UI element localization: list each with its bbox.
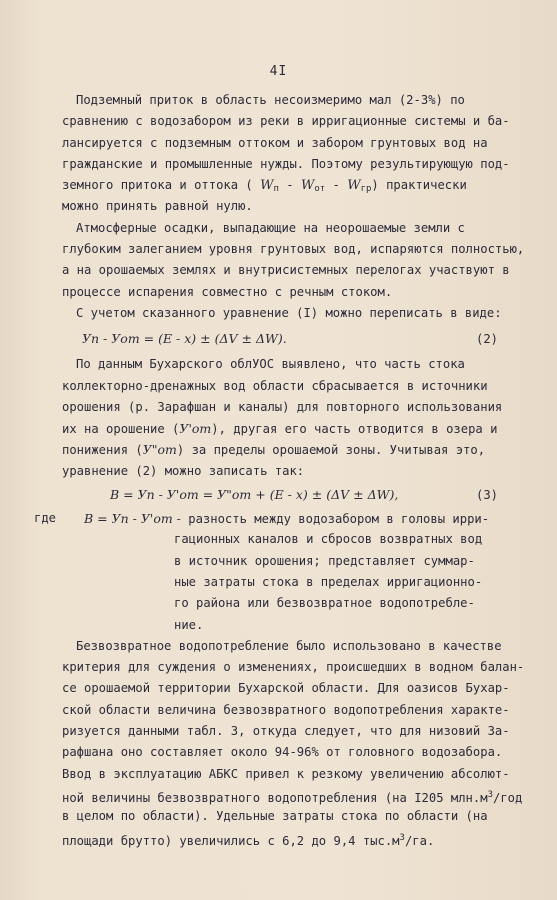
text-line: го района или безвозвратное водопотребле- <box>174 596 475 611</box>
equation-3 <box>62 482 498 508</box>
text-fragment: ) за пределы орошаемой зоны. Учитывая это, <box>176 443 486 458</box>
equation-3-number: (3) <box>475 488 498 503</box>
text-fragment: понижения ( <box>62 443 143 458</box>
minus-sign: - <box>286 178 294 193</box>
text-fragment: /га. <box>404 833 435 848</box>
where-label: где <box>34 511 57 526</box>
text-line: Ввод в эксплуатацию АБКС привел к резкому увеличению абсолют- <box>62 766 510 781</box>
text-fragment: ), другая его часть отводится в озера и <box>211 422 498 437</box>
text-fragment: площади брутто) увеличились с 6,2 до 9,4 тыс.м <box>62 833 400 848</box>
text-line: се орошаемой территории Бухарской области. Для оазисов Бухар- <box>62 681 510 696</box>
equation-3-formula: В = Уп - У'от = У"от + (Е - х) ± (ΔV ± ΔW), <box>110 487 399 503</box>
w-subscript: гр <box>360 184 372 195</box>
page-body <box>34 90 525 849</box>
text-line: в источник орошения; представляет суммар- <box>174 553 475 568</box>
text-line: ризуется данными табл. 3, откуда следует, что для низовий За- <box>62 724 510 739</box>
text-line <box>62 828 498 849</box>
where-formula: В = Уп - У'от - <box>84 511 181 527</box>
text-line: гражданские и промышленные нужды. Поэтому результирующую под- <box>62 156 510 171</box>
text-line: ные затраты стока в пределах ирригационно- <box>174 574 483 589</box>
text-fragment: земного притока и оттока ( <box>62 178 253 193</box>
minus-sign: - <box>332 178 340 193</box>
text-fragment: ) практически <box>371 178 467 193</box>
text-line: Атмосферные осадки, выпадающие на неорошаемые земли с <box>76 220 465 235</box>
w-subscript: от <box>314 184 326 195</box>
text-line <box>62 439 498 460</box>
text-fragment: разность между водозабором в головы ирри- <box>188 512 490 527</box>
superscript: 3 <box>487 789 493 800</box>
text-line: рафшана оно составляет около 94-96% от головного водозабора. <box>62 745 503 760</box>
equation-2-number: (2) <box>475 332 498 347</box>
text-line: критерия для суждения о изменениях, происшедших в водном балан- <box>62 660 525 675</box>
w-term: W <box>260 178 274 194</box>
page-number: 4I <box>269 64 288 79</box>
text-line: ние. <box>174 617 204 632</box>
equation-2-formula: Уп - Уот = (Е - х) ± (ΔV ± ΔW). <box>82 331 287 347</box>
text-line: можно принять равной нулю. <box>62 199 253 214</box>
text-line: в целом по области). Удельные затраты стока по области (на <box>62 809 488 824</box>
text-line: орошения (р. Зарафшан и каналы) для повторного использования <box>62 399 503 414</box>
text-line: лансируется с подземным оттоком и забором грунтовых вод на <box>62 135 488 150</box>
text-line <box>62 418 498 439</box>
text-line: ской области величина безвозвратного водопотребления характе- <box>62 702 510 717</box>
w-term: W <box>300 178 315 194</box>
text-line: глубоким залеганием уровня грунтовых вод, испаряются полностью, <box>62 242 525 257</box>
text-line: а на орошаемых землях и внутрисистемных перелогах участвуют в <box>62 263 510 278</box>
text-line: С учетом сказанного уравнение (I) можно переписать в виде: <box>76 305 502 320</box>
where-line <box>34 508 498 529</box>
text-line: сравнению с водозабором из реки в ирригационные системы и ба- <box>62 114 510 129</box>
y-double-prime-term: У"от <box>142 442 177 458</box>
text-line: коллекторно-дренажных вод области сбрасывается в источники <box>62 378 488 393</box>
text-line: Безвозвратное водопотребление было использовано в качестве <box>76 638 502 653</box>
superscript: 3 <box>399 832 405 843</box>
text-line: По данным Бухарского облУОС выявлено, что часть стока <box>76 357 465 372</box>
equation-2 <box>62 324 498 354</box>
text-fragment: /год <box>493 790 523 805</box>
text-line <box>62 175 498 196</box>
text-line <box>62 785 523 806</box>
text-line: процессе испарения совместно с речным стоком. <box>62 284 393 299</box>
w-subscript: п <box>273 184 279 195</box>
text-line: уравнение (2) можно записать так: <box>62 463 305 478</box>
y-prime-term: У'от <box>179 421 212 437</box>
text-fragment: их на орошение ( <box>62 422 180 437</box>
text-line: гационных каналов и сбросов возвратных вод <box>174 532 483 547</box>
w-term: W <box>347 178 361 194</box>
text-line: Подземный приток в область несоизмеримо мал (2-3%) по <box>76 93 465 107</box>
text-fragment: ной величины безвозвратного водопотребления (на I205 млн.м <box>62 790 488 805</box>
